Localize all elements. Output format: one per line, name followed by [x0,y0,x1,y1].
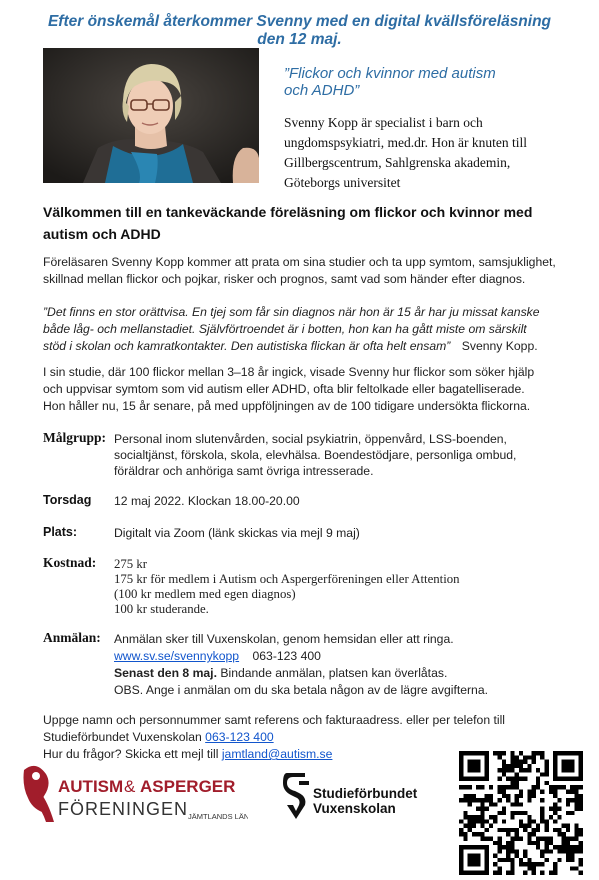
intro-line: Föreläsaren Svenny Kopp kommer att prata om sina studier och ta upp symtom, samsjuklighet, [43,255,556,269]
speaker-portrait-image [43,48,259,183]
logo-aa-foreningen: FÖRENINGEN [58,799,189,819]
intro-paragraph [43,254,568,288]
date-value: 12 maj 2022. Klockan 18.00-20.00 [114,494,300,508]
signup-deadline-rest: Bindande anmälan, platsen kan överlåtas. [216,666,448,680]
bio-line: ungdomspsykiatri, med.dr. Hon är knuten till [284,135,527,150]
autism-asperger-logo-graphic [18,762,248,828]
target-line: föräldrar och anhöriga samt övriga intresserade. [114,464,374,478]
quote-line-last [43,338,568,355]
signup-website-link[interactable]: www.sv.se/svennykopp [114,649,240,663]
welcome-line-1: Välkommen till en tankeväckande föreläsning om flickor och kvinnor med [43,204,533,220]
footer-org: Studieförbundet Vuxenskolan [43,730,206,744]
intro-line: skillnad mellan flickor och pojkar, risker och prognos, samt vad som händer efter diagnos. [43,272,526,286]
signup-label: Anmälan: [43,630,101,645]
target-line: Personal inom slutenvården, social psykiatrin, öppenvård, LSS-boenden, [114,432,507,446]
speaker-photo [43,48,259,183]
cost-line: 275 kr [114,557,148,571]
cost-value [114,557,564,617]
vuxenskolan-logo-graphic [283,771,443,821]
bio-line: Svenny Kopp är specialist i barn och [284,115,483,130]
footer-email-link[interactable]: jamtland@autism.se [221,747,333,761]
headline [0,13,599,49]
study-line: Hon håller nu, 15 år senare, på med uppföljningen av de 100 tidigare undersökta flickorna. [43,399,531,413]
cost-label: Kostnad: [43,555,97,570]
quote-line: ”Det finns en stor orättvisa. En tjej som får sin diagnos när hon är 15 år har ju missat kanske [43,305,540,319]
headline-line-2: den 12 maj. [257,31,342,48]
logo-sv-line2: Vuxenskolan [313,801,396,816]
target-label: Målgrupp: [43,430,107,445]
cost-line: 175 kr för medlem i Autism och Aspergerföreningen eller Attention [114,572,460,586]
footer-phone-link[interactable]: 063-123 400 [205,730,274,744]
footer-line-2 [43,729,568,746]
autism-asperger-logo [18,762,248,828]
place-value: Digitalt via Zoom (länk skickas via mejl 9 maj) [114,526,360,540]
study-line: I sin studie, där 100 flickor mellan 3–18 år ingick, visade Svenny hur flickor som söker hjälp [43,365,535,379]
talk-title [284,65,584,99]
talk-title-line-1: ”Flickor och kvinnor med autism [284,65,496,82]
signup-value [114,631,564,699]
vuxenskolan-logo [283,771,443,821]
welcome-line-2: autism och ADHD [43,226,161,242]
signup-line-3 [114,665,564,682]
logo-aa-region: JÄMTLANDS LÄN [188,812,248,821]
study-paragraph [43,364,568,415]
quote-line: stöd i skolan och kamratkontakter. Den autistiska flickan är ofta helt ensam” [43,339,451,353]
signup-deadline: Senast den 8 maj. [114,666,217,680]
cost-line: 100 kr studerande. [114,602,209,616]
footer-line-1: Uppge namn och personnummer samt referens och fakturaadress. eller per telefon till [43,713,506,727]
speaker-bio [284,113,584,193]
logo-aa-amp: & [124,777,136,796]
bio-line: Gillbergscentrum, Sahlgrenska akademin, [284,155,511,170]
footer-question: Hur du frågor? Skicka ett mejl till [43,747,222,761]
quote-line: både låg- och mellanstadiet. Självförtroendet är i botten, hon kan ha gått miste om särskilt [43,322,527,336]
headline-line-1: Efter önskemål återkommer Svenny med en digital kvällsföreläsning [47,13,552,30]
logo-aa-autism: AUTISM [58,777,124,796]
target-value [114,431,564,479]
welcome-heading [43,201,563,245]
date-label: Torsdag [43,493,92,507]
quote-author: Svenny Kopp. [461,339,538,353]
talk-title-line-2: och ADHD” [284,82,360,99]
target-line: socialtjänst, förskola, skola, elevhälsa. Boendestödjare, personliga ombud, [114,448,517,462]
signup-line-2 [114,648,564,665]
qr-code[interactable] [459,751,583,875]
logo-sv-line1: Studieförbundet [313,786,418,801]
study-line: och uppvisar symtom som vid autism eller ADHD, ofta blir feltolkade eller bagatelliserade. [43,382,525,396]
signup-note: OBS. Ange i anmälan om du ska betala någon av de lägre avgifterna. [114,683,488,697]
cost-line: (100 kr medlem med egen diagnos) [114,587,296,601]
signup-phone: 063-123 400 [252,649,321,663]
signup-line-1: Anmälan sker till Vuxenskolan, genom hemsidan eller att ringa. [114,632,454,646]
quote-paragraph [43,304,568,355]
place-label: Plats: [43,525,78,539]
qr-code-graphic [459,751,583,875]
logo-aa-asperger: ASPERGER [140,777,236,796]
bio-line: Göteborgs universitet [284,175,401,190]
